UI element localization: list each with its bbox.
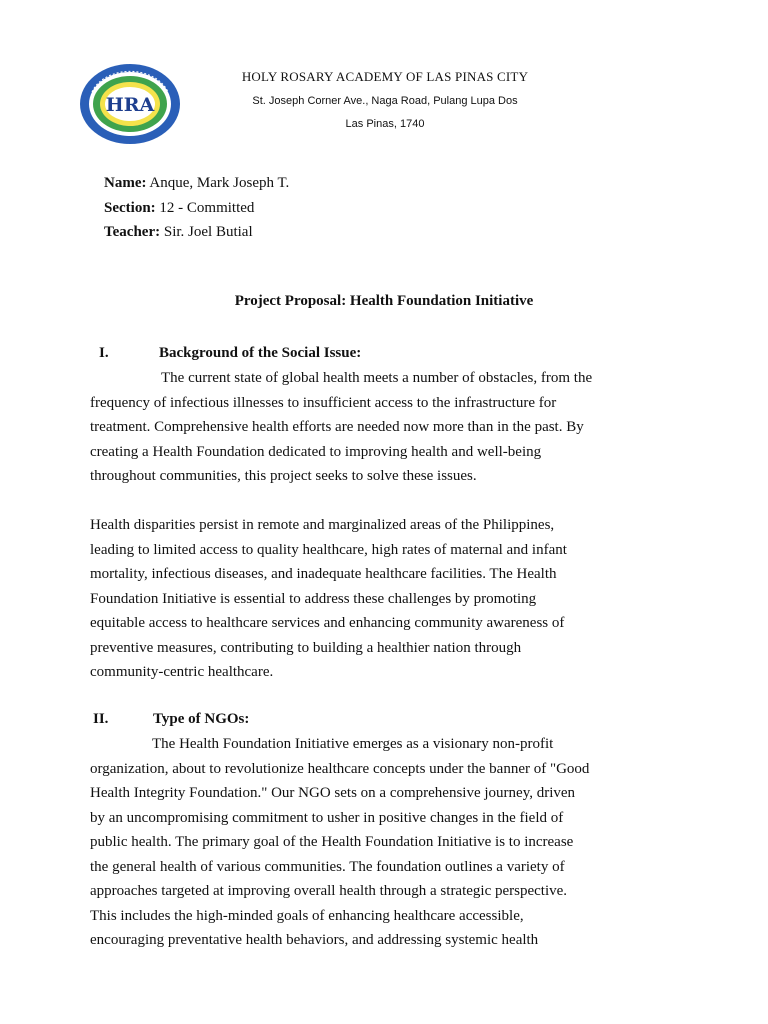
section-row xyxy=(104,196,289,221)
paragraph-line: This includes the high-minded goals of enhancing healthcare accessible, xyxy=(90,907,524,924)
section-label: Section: xyxy=(104,199,156,216)
paragraph-line: mortality, infectious diseases, and inadequate healthcare facilities. The Health xyxy=(90,566,557,582)
paragraph-line: treatment. Comprehensive health efforts are needed now more than in the past. By xyxy=(90,419,584,435)
paragraph-line: preventive measures, contributing to building a healthier nation through xyxy=(90,639,522,656)
teacher-value: Sir. Joel Butial xyxy=(163,224,253,240)
paragraph-line: frequency of infectious illnesses to insufficient access to the infrastructure for xyxy=(90,394,557,411)
paragraph-line: leading to limited access to quality healthcare, high rates of maternal and infant xyxy=(90,541,567,558)
paragraph-line: encouraging preventative health behaviors, and addressing systemic health xyxy=(90,932,539,948)
paragraph-line: public health. The primary goal of the Health Foundation Initiative is to increase xyxy=(90,834,574,850)
name-value: Anque, Mark Joseph T. xyxy=(149,175,290,191)
section-1-heading: Background of the Social Issue: xyxy=(159,345,362,361)
paragraph-line: the general health of various communities. The foundation outlines a variety of xyxy=(90,858,565,875)
paragraph-line: community-centric healthcare. xyxy=(90,664,274,680)
logo-initials: HRA xyxy=(105,94,155,116)
student-info xyxy=(104,171,289,245)
paragraph-line: Foundation Initiative is essential to address these challenges by promoting xyxy=(90,590,537,607)
paragraph-line: approaches targeted at improving overall health through a strategic perspective. xyxy=(90,883,568,899)
paragraph-line: Health disparities persist in remote and marginalized areas of the Philippines, xyxy=(90,517,555,533)
teacher-row xyxy=(104,220,289,245)
paragraph-line: creating a Health Foundation dedicated to improving health and well-being xyxy=(90,443,542,460)
paragraph-line: The Health Foundation Initiative emerges as a visionary non-profit xyxy=(152,736,554,752)
school-logo xyxy=(78,62,182,146)
paragraph-line: The current state of global health meets a number of obstacles, from the xyxy=(161,370,593,386)
paragraph-line: organization, about to revolutionize healthcare concepts under the banner of "Good xyxy=(90,760,590,777)
paragraph-line: throughout communities, this project seeks to solve these issues. xyxy=(90,468,477,484)
name-row xyxy=(104,171,289,196)
document-title: Project Proposal: Health Foundation Initiative xyxy=(234,293,534,309)
paragraph-line: equitable access to healthcare services and enhancing community awareness of xyxy=(90,615,565,631)
paragraph-line: Health Integrity Foundation." Our NGO sets on a comprehensive journey, driven xyxy=(90,785,576,801)
paragraph-line: by an uncompromising commitment to usher in positive changes in the field of xyxy=(90,809,564,826)
section-2-paragraph-1 xyxy=(90,732,690,953)
teacher-label: Teacher: xyxy=(104,224,161,240)
section-1-paragraph-2 xyxy=(90,513,690,685)
school-seal-icon xyxy=(78,62,182,146)
name-label: Name: xyxy=(104,175,147,191)
section-2-number: II. xyxy=(93,711,109,727)
section-1-number: I. xyxy=(99,345,109,361)
school-address-line2: Las Pinas, 1740 xyxy=(345,118,425,130)
school-address-line1: St. Joseph Corner Ave., Naga Road, Pulang Lupa Dos xyxy=(252,95,518,107)
section-value: 12 - Committed xyxy=(159,199,255,216)
school-name: HOLY ROSARY ACADEMY OF LAS PINAS CITY xyxy=(241,69,529,84)
section-1-paragraph-1 xyxy=(90,366,690,489)
section-2-heading: Type of NGOs: xyxy=(153,711,250,727)
